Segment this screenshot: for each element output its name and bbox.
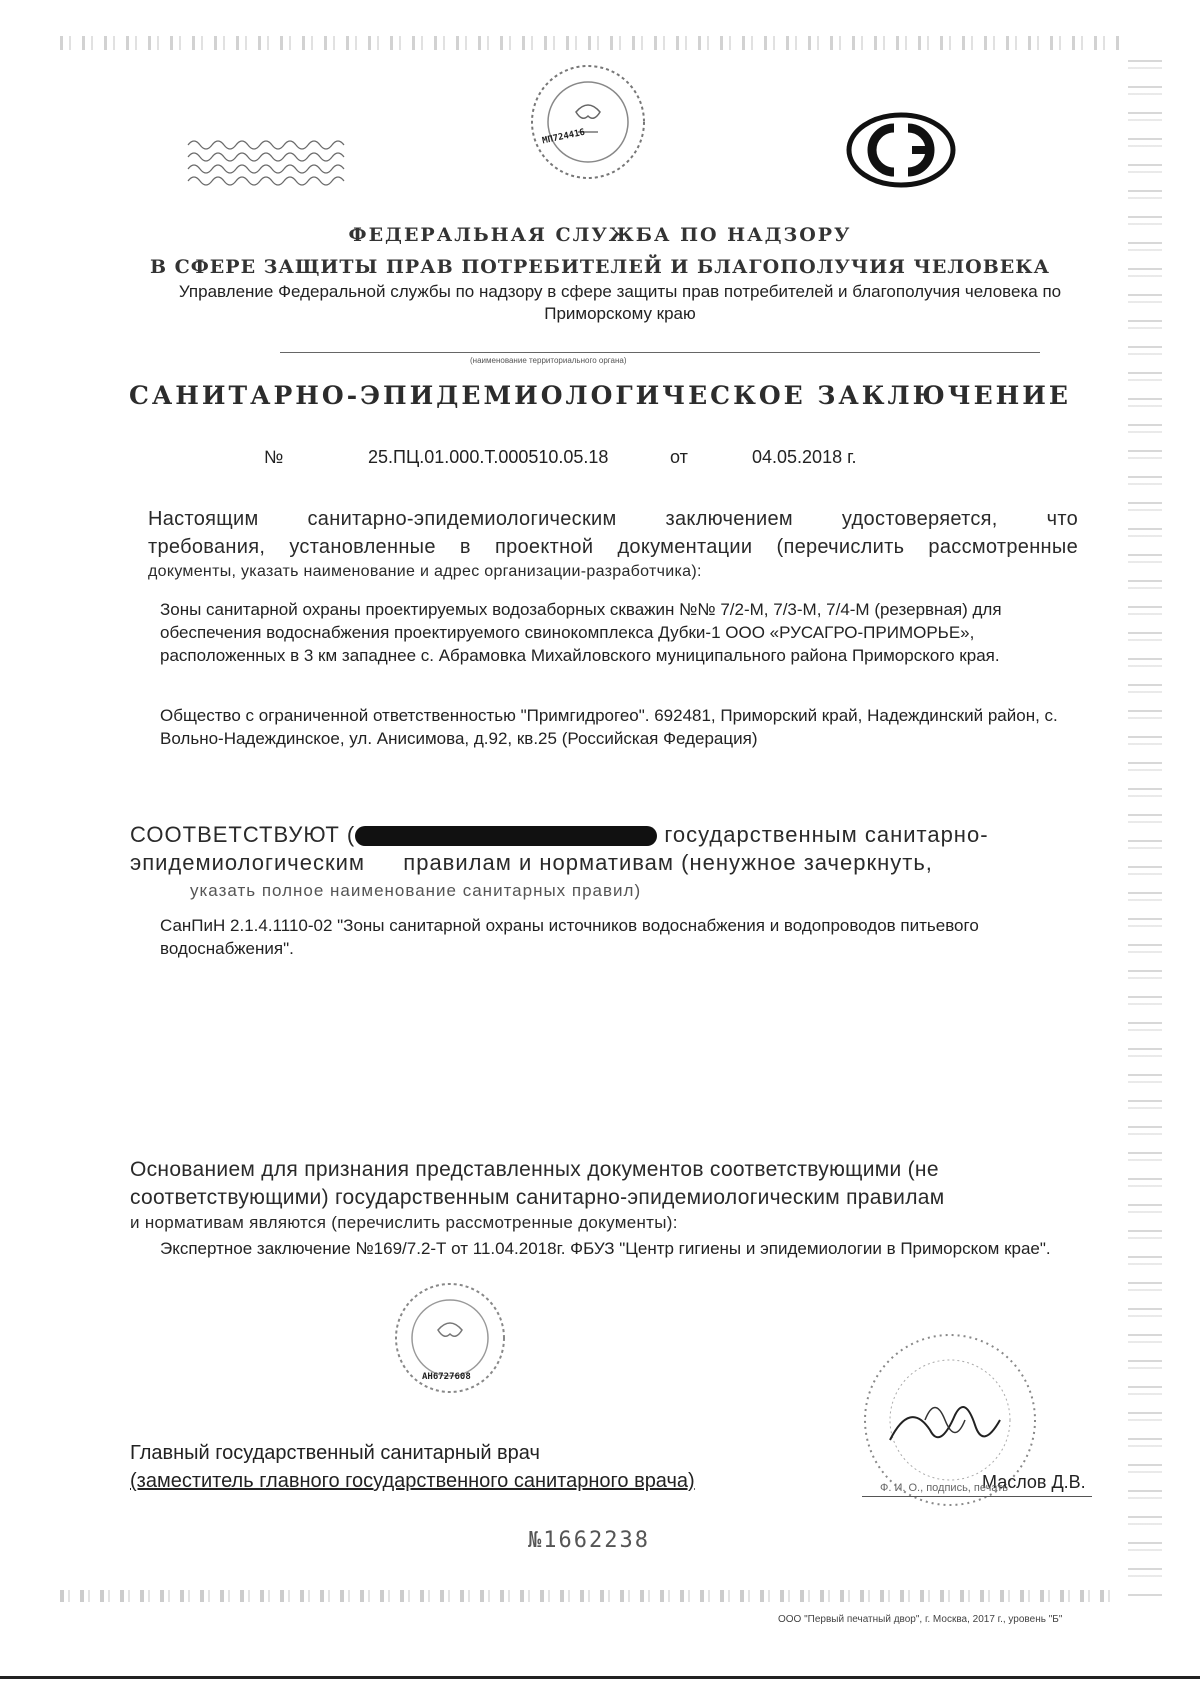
service-title-2: В СФЕРЕ ЗАЩИТЫ ПРАВ ПОТРЕБИТЕЛЕЙ И БЛАГОПОЛУЧИЯ ЧЕЛОВЕКА xyxy=(149,256,1050,278)
conformity-block xyxy=(130,821,1070,905)
scan-edge xyxy=(0,1676,1200,1679)
security-pattern-icon xyxy=(186,135,356,191)
signer-name: Маслов Д.В. xyxy=(982,1472,1086,1492)
basis-line-3: и нормативам являются (перечислить рассмотренные документы): xyxy=(130,1213,678,1232)
scan-noise-top xyxy=(60,36,1120,50)
conformity-line-2 xyxy=(130,849,1070,877)
signature-rule xyxy=(862,1496,1092,1497)
conformity-line-2-end: правилам и нормативам (ненужное зачеркнуть, xyxy=(403,850,933,875)
number-prefix: № xyxy=(264,447,284,467)
conformity-line-1: СООТВЕТСТВУЮТ ( государственным санитарно- xyxy=(130,822,989,847)
basis-line-2: соответствующими) государственным санитарно-эпидемиологическим правилам xyxy=(130,1186,945,1209)
se-logo xyxy=(846,112,956,188)
signer-title-2: (заместитель главного государственного санитарного врача) xyxy=(130,1470,695,1492)
top-seal xyxy=(528,62,648,182)
seal-emblem-icon xyxy=(528,62,648,182)
conformity-rest-1: государственным санитарно- xyxy=(664,822,989,847)
seal-emblem-icon xyxy=(390,1280,510,1400)
department-name: Управление Федеральной службы по надзору в сфере защиты прав потребителей и благополучия человека по Приморскому краю xyxy=(178,282,1062,323)
printer-footer: ООО "Первый печатный двор", г. Москва, 2017 г., уровень "Б" xyxy=(778,1614,1063,1625)
se-logo-icon xyxy=(846,112,956,188)
service-title: ФЕДЕРАЛЬНАЯ СЛУЖБА ПО НАДЗОРУ xyxy=(348,224,852,246)
signer-name-caption: Ф. И. О., подпись, печать xyxy=(880,1482,1008,1494)
conformity-verdict: СООТВЕТСТВУЮТ xyxy=(130,822,340,847)
intro-line-1: Настоящим санитарно-эпидемиологическим заключением удостоверяется, что xyxy=(148,508,1078,530)
scan-noise-bottom xyxy=(60,1590,1120,1602)
basis-paragraph xyxy=(130,1156,1080,1234)
date-prefix: от xyxy=(670,447,688,467)
intro-paragraph xyxy=(148,505,1078,583)
conformity-line-2-start: эпидемиологическим xyxy=(130,850,366,875)
developer-info: Общество с ограниченной ответственностью "Примгидрогео". 692481, Приморский край, Надеждинский район, с. Вольно-Надеждинское, ул. Анисимова, д.92, кв.25 (Российская Федерация) xyxy=(160,706,1058,748)
signer-title-1: Главный государственный санитарный врач xyxy=(130,1442,540,1464)
document-number: 25.ПЦ.01.000.Т.000510.05.18 xyxy=(368,447,609,467)
basis-line-1: Основанием для признания представленных документов соответствующими (не xyxy=(130,1158,939,1181)
document-title: САНИТАРНО-ЭПИДЕМИОЛОГИЧЕСКОЕ ЗАКЛЮЧЕНИЕ xyxy=(129,381,1071,410)
conformity-line-3: указать полное наименование санитарных правил) xyxy=(190,881,642,900)
bottom-seal xyxy=(390,1280,510,1400)
header-rule-caption: (наименование территориального органа) xyxy=(470,356,627,365)
intro-line-3: документы, указать наименование и адрес организации-разработчика): xyxy=(148,563,702,580)
top-seal-serial: МП724416 xyxy=(541,127,586,147)
subject-description: Зоны санитарной охраны проектируемых водозаборных скважин №№ 7/2-М, 7/3-М, 7/4-М (резервная) для обеспечения водоснабжения проектируемого свинокомплекса Дубки-1 ООО «РУСАГРО-ПРИМОРЬЕ», расположенных в 3 км западнее с. Абрамовка Михайловского муниципального района Приморского края. xyxy=(160,600,1002,665)
redaction-mark xyxy=(355,826,657,846)
blank-number: №1662238 xyxy=(528,1528,650,1553)
intro-line-2: требования, установленные в проектной документации (перечислить рассмотренные xyxy=(148,536,1078,558)
bottom-seal-serial: АН6727608 xyxy=(422,1372,471,1382)
basis-document: Экспертное заключение №169/7.2-Т от 11.04.2018г. ФБУЗ "Центр гигиены и эпидемиологии в Приморском крае". xyxy=(160,1239,1051,1258)
document-date: 04.05.2018 г. xyxy=(752,447,857,467)
header-rule xyxy=(280,352,1040,353)
sanitary-rules: СанПиН 2.1.4.1110-02 "Зоны санитарной охраны источников водоснабжения и водопроводов питьевого водоснабжения". xyxy=(160,916,979,958)
scan-noise-right xyxy=(1128,60,1162,1600)
